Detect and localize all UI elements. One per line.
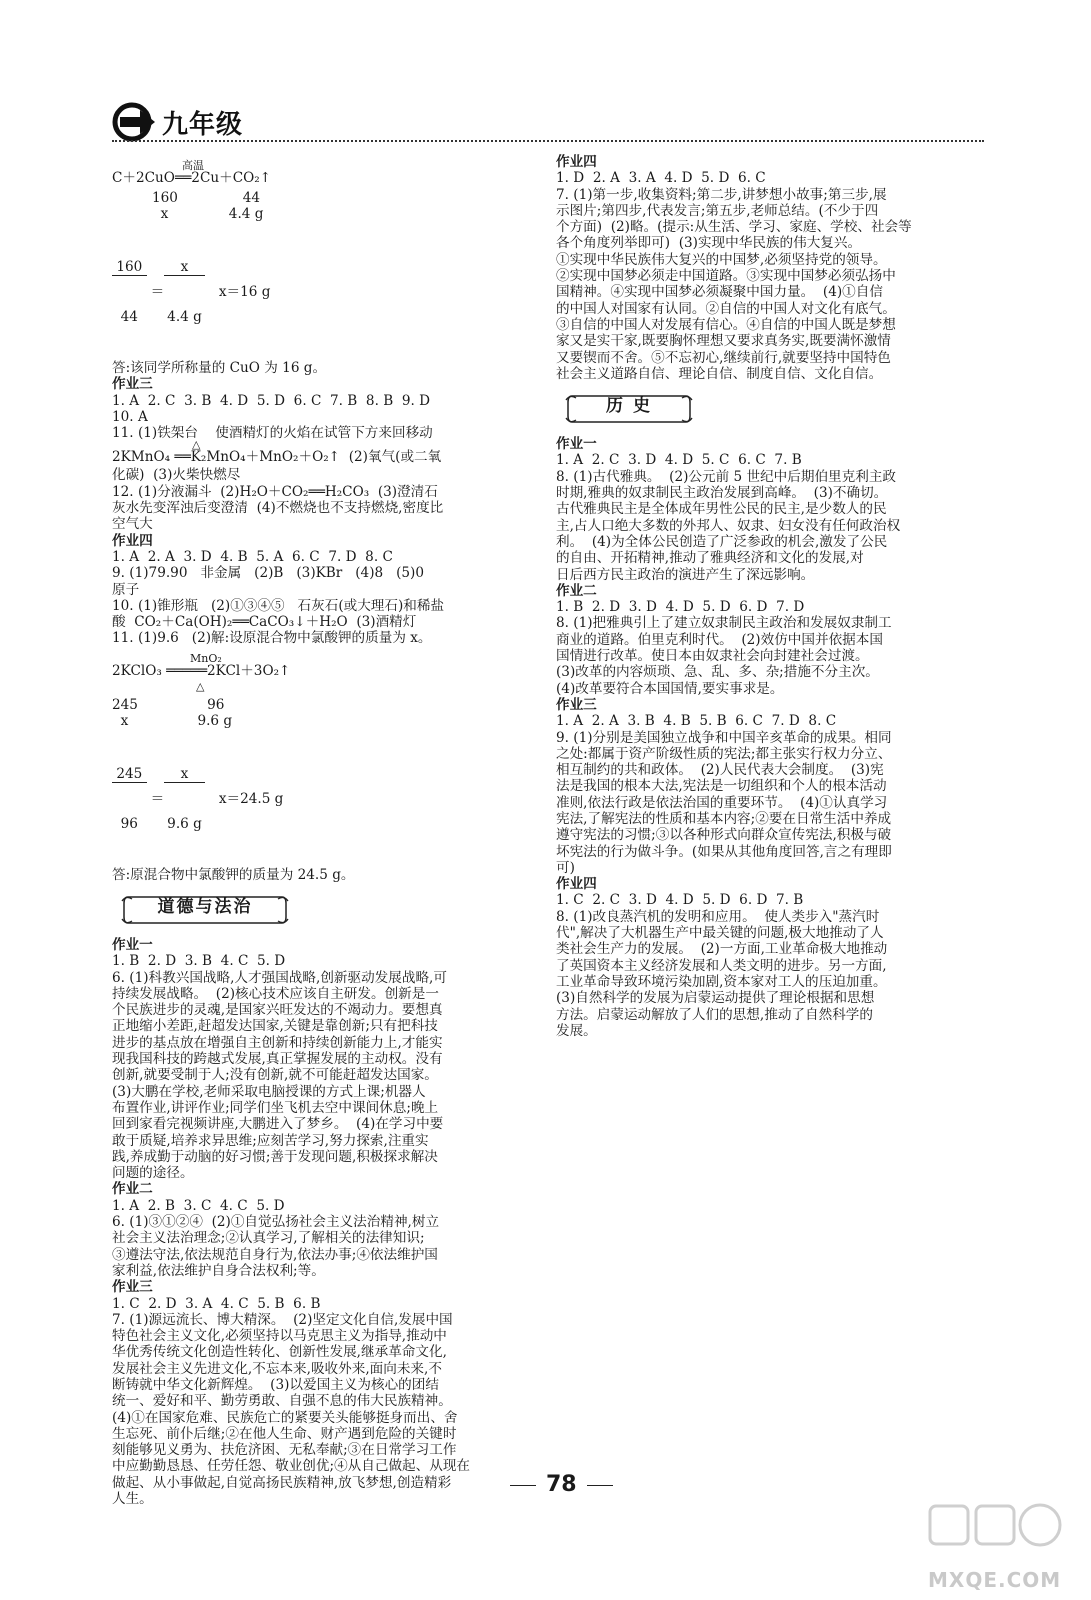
- proportion-line: $\frac{160}{44}$ ＝ $\frac{x}{4.4 g}$ x＝16 g: [112, 227, 528, 358]
- answer-line: 7. (1)第一步,收集资料;第二步,讲梦想小故事;第三步,展: [556, 186, 887, 203]
- answer-line: 1. A 2. C 3. D 4. D 5. C 6. C 7. B: [556, 452, 802, 469]
- answer-line: 代",解决了大机器生产中最关键的问题,极大地推动了人: [556, 925, 884, 942]
- answer-line: 创新,就要受制于人;没有创新,就不可能赶超发达国家。: [112, 1067, 438, 1084]
- answer-line: 社会主义法治理念;②认真学习,了解相关的法律知识;: [112, 1230, 425, 1247]
- hw-title: 作业四: [112, 532, 153, 549]
- answer-line: 人生。: [112, 1491, 153, 1508]
- answer-line: 6. (1)科教兴国战略,人才强国战略,创新驱动发展战略,可: [112, 969, 447, 986]
- answer-line: 断铸就中华文化新辉煌。 (3)以爱国主义为核心的团结: [112, 1377, 439, 1393]
- answer-line: 个方面) (2)略。(提示:从生活、学习、家庭、学校、社会等: [556, 219, 912, 236]
- answer-line: 践,养成勤于动脑的好习惯;善于发现问题,积极探求解决: [112, 1148, 438, 1165]
- answer-line: 1. A 2. A 3. B 4. B 5. B 6. C 7. D 8. C: [556, 713, 837, 730]
- answer-line: 进步的基点放在增强自主创新和持续创新能力上,才能实: [112, 1034, 443, 1051]
- fraction: $\frac{x}{4.4 g}$: [164, 227, 205, 358]
- reaction-condition: MnO₂: [190, 651, 222, 665]
- answer-line: 正地缩小差距,赶超发达国家,关键是靠创新;只有把科技: [112, 1018, 438, 1035]
- answer-line: 1. C 2. C 3. D 4. D 5. D 6. D 7. B: [556, 892, 804, 909]
- reaction-condition: 高温: [182, 159, 204, 172]
- answer-line: 6. (1)③①②④ (2)①自觉弘扬社会主义法治精神,树立: [112, 1214, 440, 1231]
- chemical-equation: 2KClO₃ ═════2KCl＋3O₂↑: [112, 662, 291, 679]
- answer-line: 灰水先变浑浊后变澄清 (4)不燃烧也不支持燃烧,密度比: [112, 500, 444, 517]
- answer-line: 商业的道路。伯里克利时代。 (2)效仿中国并依据本国: [556, 631, 883, 648]
- hw-title: 作业一: [112, 936, 153, 953]
- answer-line: 利。 (4)为全体公民创造了广泛参政的机会,激发了公民: [556, 533, 888, 550]
- variable-line: x 4.4 g: [152, 206, 264, 223]
- answer-line: 9. (1)分别是美国独立战争和中国辛亥革命的成果。相同: [556, 729, 892, 746]
- reaction-condition: △: [196, 679, 205, 693]
- answer-line: 准则,依法行政是依法治国的重要环节。 (4)①认真学习: [556, 794, 888, 811]
- answer-line: 又要锲而不舍。⑤不忘初心,继续前行,就要坚持中国特色: [556, 349, 891, 366]
- answer-line: 个民族进步的灵魂,是国家兴旺发达的不竭动力。要想真: [112, 1002, 443, 1019]
- answer-line: 做起、从小事做起,自觉高扬民族精神,放飞梦想,创造精彩: [112, 1474, 452, 1491]
- answer-line: 主,占人口绝大多数的外邦人、奴隶、妇女没有任何政治权: [556, 517, 901, 534]
- chemical-equation: C＋2CuO══2Cu＋CO₂↑: [112, 170, 272, 186]
- answer-line: 1. D 2. A 3. A 4. D 5. D 6. C: [556, 170, 766, 187]
- answer-line: 持续发展战略。 (2)核心技术应该自主研发。创新是一: [112, 985, 439, 1002]
- section-title: 历 史: [606, 396, 652, 417]
- answer-line: 之处:都属于资产阶级性质的宪法;都主张实行权力分立、: [556, 745, 892, 762]
- answer-line: 1. C 2. D 3. A 4. C 5. B 6. B: [112, 1295, 321, 1312]
- answer-line: 原子: [112, 581, 140, 598]
- arrow-logo-icon: [112, 102, 156, 142]
- answer-line: 酸 CO₂＋Ca(OH)₂══CaCO₃↓＋H₂O (3)酒精灯: [112, 614, 417, 631]
- answer-line: 类社会生产力的发展。 (2)一方面,工业革命极大地推动: [556, 941, 888, 958]
- left-column: [112, 160, 528, 1507]
- answer-line: 遵守宪法的习惯;③以各种形式向群众宣传宪法,积极与破: [556, 827, 892, 844]
- answer-line: 华优秀传统文化创造性转化、创新性发展,继承革命文化,: [112, 1344, 447, 1361]
- answer-line: 了英国资本主义经济发展和人类文明的进步。另一方面,: [556, 957, 887, 974]
- answer-line: 10. (1)锥形瓶 (2)①③④⑤ 石灰石(或大理石)和稀盐: [112, 597, 445, 614]
- answer-line: ③遵法守法,依法规范自身行为,依法办事;④依法维护国: [112, 1246, 438, 1263]
- answer-line: 1. B 2. D 3. B 4. C 5. D: [112, 953, 286, 970]
- answer-line: 的自由、开拓精神,推动了雅典经济和文化的发展,对: [556, 550, 864, 567]
- result: x＝24.5 g: [218, 790, 284, 807]
- answer-line: ①实现中华民族伟大复兴的中国梦,必须坚持党的领导。: [556, 251, 887, 268]
- answer-line: 国情进行改革。使日本由奴隶社会向封建社会过渡。: [556, 648, 869, 665]
- section-badge-moral: [120, 891, 290, 929]
- answer-line: 社会主义道路自信、理论自信、制度自信、文化自信。: [556, 365, 883, 382]
- answer-line: 发展。: [556, 1022, 597, 1039]
- page-number: 78: [500, 1472, 623, 1497]
- answer-line: 宪法,了解宪法的性质和基本内容;②要在日常生活中养成: [556, 810, 892, 827]
- header-divider: [112, 140, 984, 142]
- answer-line: 示图片;第四步,代表发言;第五步,老师总结。(不少于四: [556, 202, 879, 219]
- hw-title: 作业四: [556, 876, 597, 893]
- answer-line: 10. A: [112, 408, 148, 425]
- answer-line: 可): [556, 859, 575, 876]
- answer-line: (3)自然科学的发展为启蒙运动提供了理论根据和思想: [556, 990, 875, 1007]
- hw-title: 作业三: [556, 696, 597, 713]
- watermark-text: MXQE.COM: [928, 1568, 1062, 1592]
- proportion-line: $\frac{245}{96}$ ＝ $\frac{x}{9.6 g}$ x＝24.5 g: [112, 733, 528, 864]
- answer-line: 回到家看完视频讲座,大鹏进入了梦乡。 (4)在学习中要: [112, 1116, 444, 1133]
- answer-line: 问题的途径。: [112, 1165, 194, 1182]
- right-column: [556, 154, 976, 1039]
- answer-line: 的中国人对国家有认同。②自信的中国人对文化有底气。: [556, 300, 896, 317]
- answer-line: 国精神。④实现中国梦必须凝聚中国力量。 (4)①自信: [556, 284, 883, 301]
- answer-line: 方法。启蒙运动解放了人们的思想,推动了自然科学的: [556, 1006, 873, 1023]
- answer-line: 中应勤勤恳恳、任劳任怨、敬业创优;④从自己做起、从现在: [112, 1458, 471, 1475]
- answer-line: ②实现中国梦必须走中国道路。③实现中国梦必须弘扬中: [556, 268, 896, 285]
- answer-line: 9. (1)79.90 非金属 (2)B (3)KBr (4)8 (5)0: [112, 565, 425, 582]
- answer-line: 古代雅典民主是全体成年男性公民的民主,是少数人的民: [556, 501, 887, 518]
- answer-line: 7. (1)源远流长、博大精深。 (2)坚定文化自信,发展中国: [112, 1311, 453, 1328]
- answer-line: 生忘死、前仆后继;②在他人生命、财产遇到危险的关键时: [112, 1425, 457, 1442]
- answer-line: 布置作业,讲评作业;同学们坐飞机去空中课间休息;晚上: [112, 1099, 439, 1116]
- hw-title: 作业三: [112, 376, 153, 393]
- answer-line: (4)改革要符合本国国情,要实事求是。: [556, 680, 784, 697]
- page-header: [112, 100, 982, 144]
- answer-line: 答:原混合物中氯酸钾的质量为 24.5 g。: [112, 866, 355, 883]
- hw-title: 作业一: [556, 436, 597, 453]
- chemical-equation: 2KMnO₄ ══K₂MnO₄＋MnO₂＋O₂↑ (2)氧气(或二氧: [112, 449, 442, 466]
- hw-title: 作业四: [556, 154, 597, 170]
- fraction: $\frac{160}{44}$: [112, 227, 147, 358]
- answer-line: 1. A 2. B 3. C 4. C 5. D: [112, 1197, 285, 1214]
- answer-line: 家又是实干家,既要胸怀理想又要求真务实,既要满怀激情: [556, 333, 891, 350]
- answer-line: 发展社会主义先进文化,不忘本来,吸收外来,面向未来,不: [112, 1360, 442, 1377]
- answer-line: 8. (1)古代雅典。 (2)公元前 5 世纪中后期伯里克利主政: [556, 468, 897, 485]
- answer-line: 11. (1)铁架台 使酒精灯的火焰在试管下方来回移动: [112, 425, 433, 442]
- answer-line: 法是我国的根本大法,宪法是一切组织和个人的根本活动: [556, 778, 887, 795]
- answer-line: 日后西方民主政治的演进产生了深远影响。: [556, 566, 815, 583]
- reaction-condition: △: [192, 438, 201, 452]
- answer-line: 时期,雅典的奴隶制民主政治发展到高峰。 (3)不确切。: [556, 485, 888, 502]
- mass-line: 245 96: [112, 696, 225, 713]
- answer-line: 1. A 2. A 3. D 4. B 5. A 6. C 7. D 8. C: [112, 548, 393, 565]
- section-title: 道德与法治: [157, 896, 253, 917]
- answer-line: 各个角度列举即可) (3)实现中华民族的伟大复兴。: [556, 235, 862, 252]
- answer-line: 统一、爱好和平、勤劳勇敢、自强不息的伟大民族精神。: [112, 1393, 452, 1410]
- hw-title: 作业三: [112, 1279, 153, 1296]
- mass-line: 160 44: [152, 190, 261, 206]
- chem-calculation-2: [112, 651, 528, 883]
- answer-line: 12. (1)分液漏斗 (2)H₂O＋CO₂══H₂CO₃ (3)澄清石: [112, 483, 438, 500]
- fraction: $\frac{245}{96}$: [112, 733, 147, 864]
- answer-line: 敢于质疑,培养求异思维;应刻苦学习,努力探索,注重实: [112, 1132, 429, 1149]
- answer-line: 空气大: [112, 516, 153, 533]
- answer-line: 特色社会主义文化,必须坚持以马克思主义为指导,推动中: [112, 1328, 447, 1345]
- answer-line: 1. B 2. D 3. D 4. D 5. D 6. D 7. D: [556, 599, 805, 616]
- answer-line: ③自信的中国人对发展有信心。④自信的中国人既是梦想: [556, 316, 896, 333]
- answer-line: 现我国科技的跨越式发展,真正掌握发展的主动权。没有: [112, 1051, 443, 1068]
- answer-line: 刻能够见义勇为、扶危济困、无私奉献;③在日常学习工作: [112, 1442, 457, 1459]
- answer-line: 家利益,依法维护自身合法权利;等。: [112, 1262, 325, 1279]
- answer-line: 工业革命导致环境污染加剧,资本家对工人的压迫加重。: [556, 973, 887, 990]
- chem-calculation-1: [112, 160, 528, 376]
- answer-line: 8. (1)把雅典引上了建立奴隶制民主政治和发展奴隶制工: [556, 615, 892, 632]
- answer-line: 答:该同学所称量的 CuO 为 16 g。: [112, 359, 327, 376]
- fraction: $\frac{x}{9.6 g}$: [164, 733, 205, 864]
- answer-line: 化碳) (3)火柴快燃尽: [112, 467, 241, 484]
- answer-line: (4)①在国家危难、民族危亡的紧要关头能够挺身而出、舍: [112, 1409, 458, 1426]
- answer-line: 坏宪法的行为做斗争。(如果从其他角度回答,言之有理即: [556, 843, 892, 860]
- variable-line: x 9.6 g: [112, 713, 233, 730]
- section-badge-history: [564, 390, 694, 428]
- answer-line: 相互制约的共和政体。 (2)人民代表大会制度。 (3)宪: [556, 762, 884, 779]
- hw-title: 作业二: [556, 582, 597, 599]
- answer-line: 8. (1)改良蒸汽机的发明和应用。 使人类步入"蒸汽时: [556, 908, 880, 925]
- result: x＝16 g: [218, 284, 271, 301]
- hw-title: 作业二: [112, 1181, 153, 1198]
- answer-line: 11. (1)9.6 (2)解:设原混合物中氯酸钾的质量为 x。: [112, 630, 432, 647]
- answer-line: (3)大鹏在学校,老师采取电脑授课的方式上课;机器人: [112, 1083, 426, 1100]
- answer-line: (3)改革的内容烦琐、急、乱、多、杂;措施不分主次。: [556, 664, 879, 681]
- grade-title: 九年级: [162, 110, 244, 140]
- answer-line: 1. A 2. C 3. B 4. D 5. D 6. C 7. B 8. B 9. D: [112, 392, 431, 409]
